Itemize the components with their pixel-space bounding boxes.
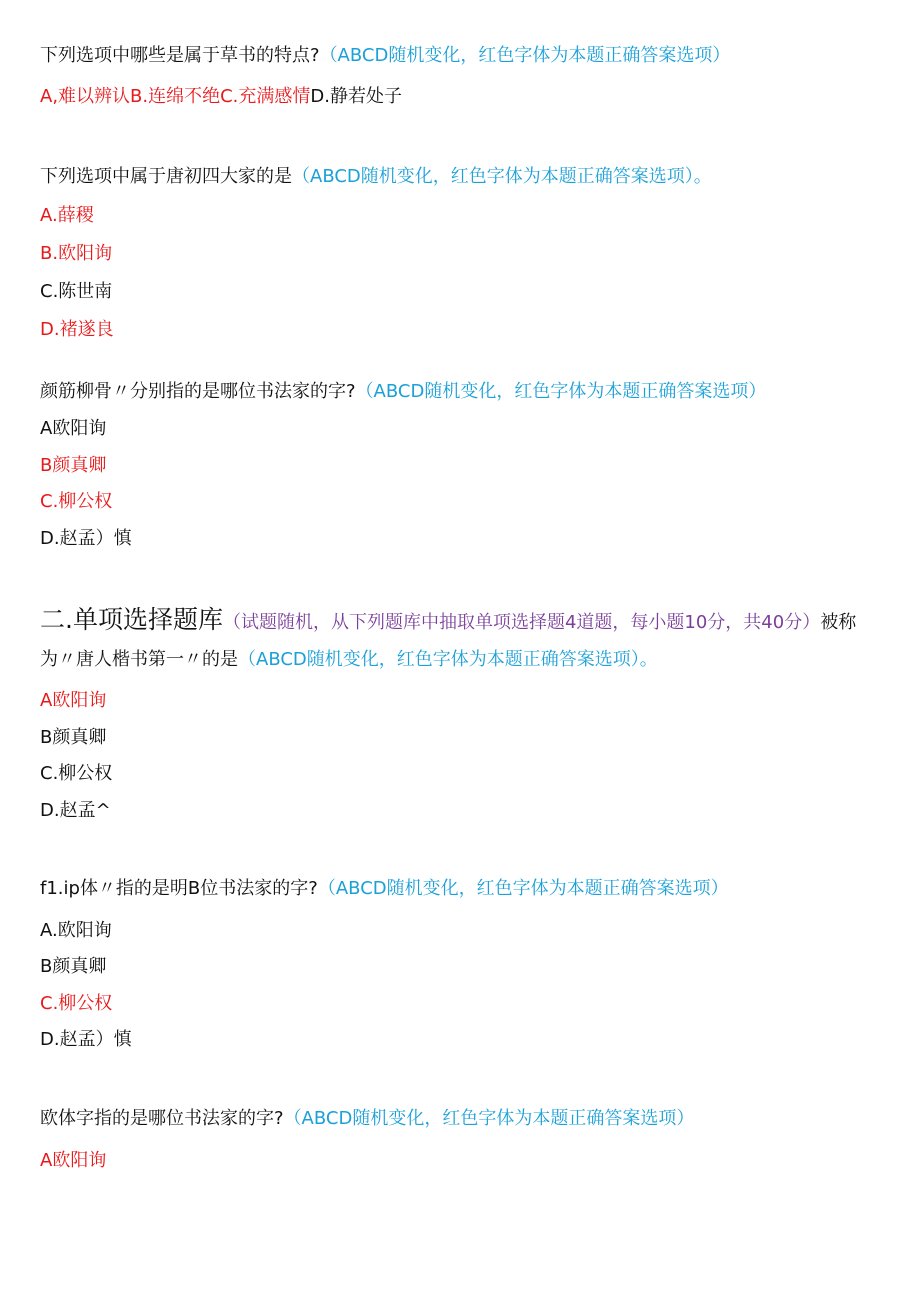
section2-hint: （ABCD随机变化，红色字体为本题正确答案选项）。 xyxy=(238,649,658,670)
section2-stem-line xyxy=(40,648,658,672)
q3-option-d: D.赵孟）慎 xyxy=(40,528,132,549)
section2-stem-part2: 为〃唐人楷书第一〃的是 xyxy=(40,649,238,670)
section2-option-d: D.赵孟^ xyxy=(40,800,111,821)
section2-option-b: B颜真卿 xyxy=(40,727,107,748)
section2-heading: 二.单项选择题库 xyxy=(40,605,223,634)
q6-option-a: A欧阳询 xyxy=(40,1150,107,1171)
section2-stem-part1: 被称 xyxy=(820,612,857,633)
section2-option-c: C.柳公权 xyxy=(40,763,113,784)
q3-hint: （ABCD随机变化，红色字体为本题正确答案选项） xyxy=(355,381,767,402)
q3-stem: 颜筋柳骨〃分别指的是哪位书法家的字? xyxy=(40,381,356,402)
q5-hint: （ABCD随机变化，红色字体为本题正确答案选项） xyxy=(317,878,729,899)
q2-option-d: D.褚遂良 xyxy=(40,319,114,340)
q2-option-b: B.欧阳询 xyxy=(40,243,113,264)
q5-option-a: A.欧阳询 xyxy=(40,920,112,941)
section2-heading-line xyxy=(40,604,856,639)
q1-other-option: D.静若处子 xyxy=(310,86,402,107)
section2-option-a: A欧阳询 xyxy=(40,690,107,711)
q6-stem-line xyxy=(40,1107,694,1131)
q5-stem: f1.ip体〃指的是明B位书法家的字? xyxy=(40,878,318,899)
q2-option-a: A.薛稷 xyxy=(40,205,94,226)
q2-stem: 下列选项中属于唐初四大家的是 xyxy=(40,166,292,187)
q1-hint: （ABCD随机变化，红色字体为本题正确答案选项） xyxy=(319,45,731,66)
q6-stem: 欧体字指的是哪位书法家的字? xyxy=(40,1108,284,1129)
q6-hint: （ABCD随机变化，红色字体为本题正确答案选项） xyxy=(283,1108,695,1129)
q5-stem-line xyxy=(40,877,729,901)
q1-stem: 下列选项中哪些是属于草书的特点? xyxy=(40,45,320,66)
section2-note: （试题随机，从下列题库中抽取单项选择题4道题，每小题10分，共40分） xyxy=(222,612,821,633)
q1-options-line xyxy=(40,85,402,109)
q1-correct-options: A,难以辨认B.连绵不绝C.充满感情 xyxy=(40,86,311,107)
q3-option-b: B颜真卿 xyxy=(40,455,107,476)
q5-option-c: C.柳公权 xyxy=(40,993,113,1014)
q3-option-a: A欧阳询 xyxy=(40,418,107,439)
q3-stem-line xyxy=(40,380,766,404)
q3-option-c: C.柳公权 xyxy=(40,491,113,512)
q2-option-c: C.陈世南 xyxy=(40,281,113,302)
q2-hint: （ABCD随机变化，红色字体为本题正确答案选项）。 xyxy=(292,166,712,187)
q5-option-b: B颜真卿 xyxy=(40,956,107,977)
q5-option-d: D.赵孟）慎 xyxy=(40,1029,132,1050)
q1-stem-line xyxy=(40,44,730,68)
q2-stem-line xyxy=(40,165,712,189)
